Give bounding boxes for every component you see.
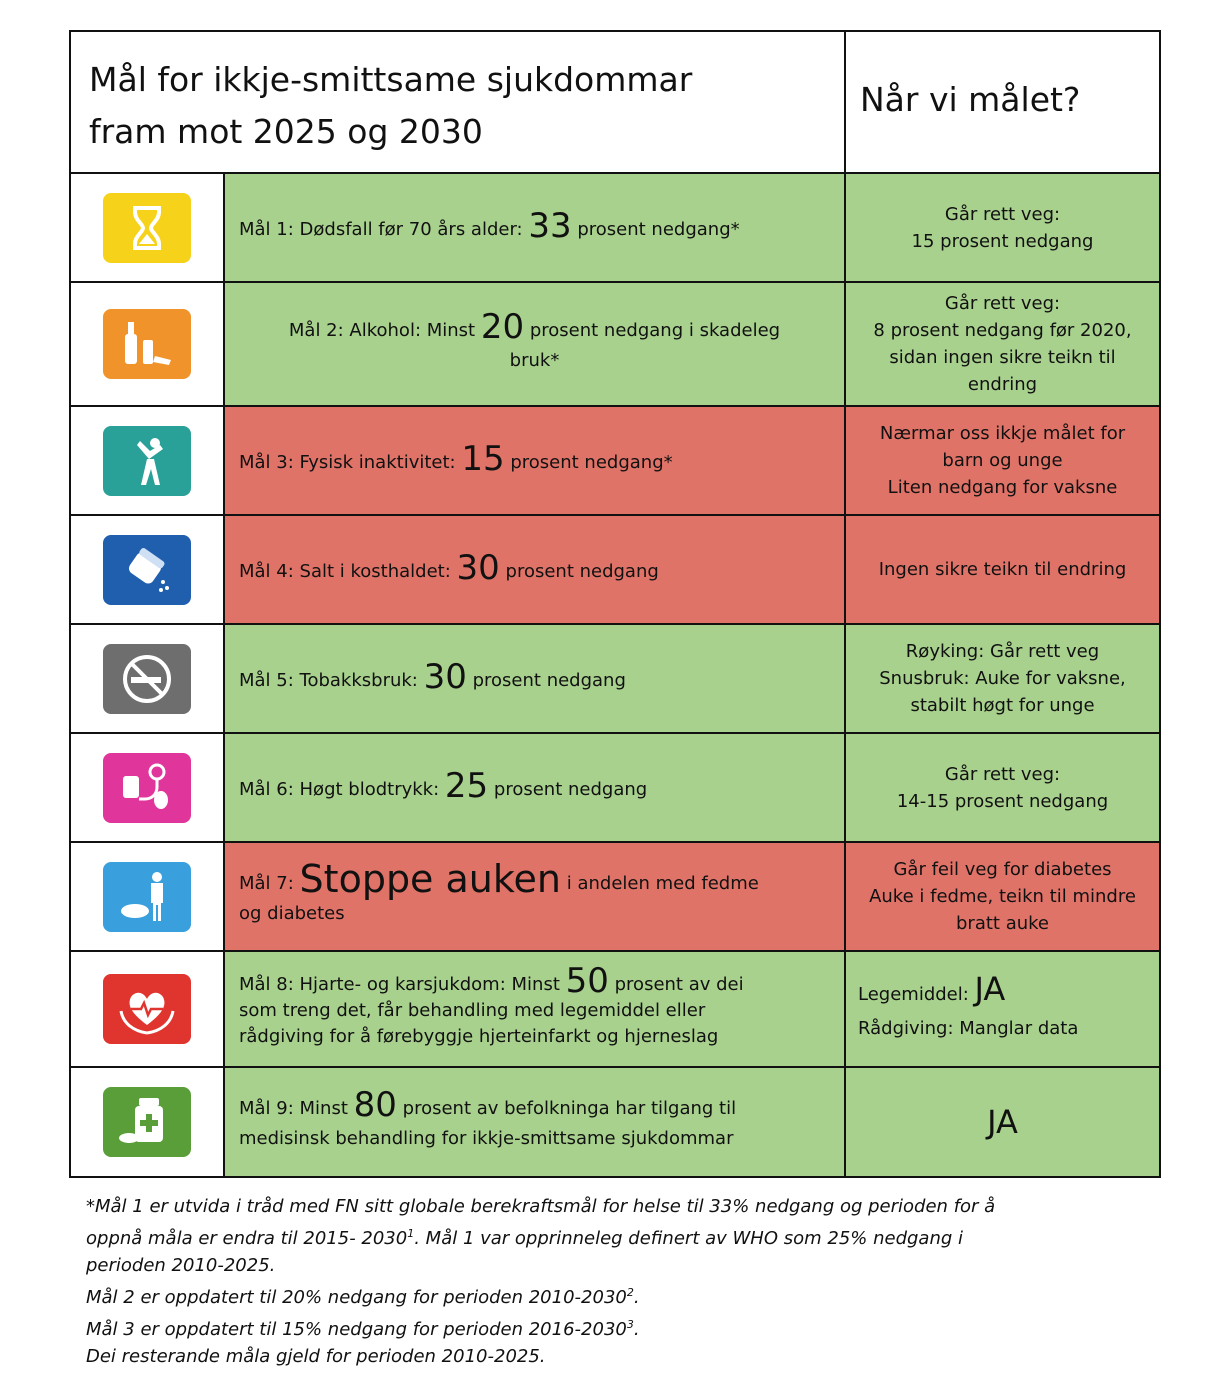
goal-row-5 (71, 625, 1159, 734)
goal-4-text: Mål 4: Salt i kosthaldet: 30 prosent nedgang (225, 516, 846, 623)
table-header (71, 32, 1159, 174)
table-title (71, 32, 846, 172)
blood-pressure-icon (103, 753, 191, 823)
goal-row-4 (71, 516, 1159, 625)
goal-row-6 (71, 734, 1159, 843)
medicine-icon (103, 1087, 191, 1157)
goal-9-status: JA (846, 1068, 1159, 1176)
goal-7-status: Går feil veg for diabetes Auke i fedme, teikn til mindre bratt auke (846, 843, 1159, 950)
footnote-line: Mål 2 er oppdatert til 20% nedgang for perioden 2010-2030$^2$. (86, 1286, 640, 1308)
goal-1-text: Mål 1: Dødsfall før 70 års alder: 33 prosent nedgang* (225, 174, 846, 281)
goal-row-9 (71, 1068, 1159, 1176)
goal-3-status: Nærmar oss ikkje målet for barn og unge Liten nedgang for vaksne (846, 407, 1159, 514)
goal-row-3 (71, 407, 1159, 516)
salt-shaker-icon (103, 535, 191, 605)
goal-6-status: Går rett veg: 14-15 prosent nedgang (846, 734, 1159, 841)
goal-1-status: Går rett veg: 15 prosent nedgang (846, 174, 1159, 281)
goals-table (69, 30, 1161, 1178)
footnotes (86, 1193, 1146, 1370)
goal-7-text: Mål 7: Stoppe auken i andelen med fedme og diabetes (225, 843, 846, 950)
footnote-line: perioden 2010-2025. (86, 1255, 276, 1276)
goal-8-text: Mål 8: Hjarte- og karsjukdom: Minst 50 prosent av dei som treng det, får behandling med legemiddel eller rådgiving for å førebyggje hjerteinfarkt og hjerneslag (225, 952, 846, 1066)
goal-9-text: Mål 9: Minst 80 prosent av befolkninga har tilgang til medisinsk behandling for ikkje-smittsame sjukdommar (225, 1068, 846, 1176)
goal-6-text: Mål 6: Høgt blodtrykk: 25 prosent nedgang (225, 734, 846, 841)
status-column-title: Når vi målet? (860, 80, 1081, 119)
goal-2-status: Går rett veg: 8 prosent nedgang før 2020, sidan ingen sikre teikn til endring (846, 283, 1159, 405)
heart-care-icon (103, 974, 191, 1044)
footnote-line: Dei resterande måla gjeld for perioden 2010-2025. (86, 1346, 546, 1367)
goal-4-status: Ingen sikre teikn til endring (846, 516, 1159, 623)
alcohol-icon (103, 309, 191, 379)
goal-row-8 (71, 952, 1159, 1068)
footnote-line: oppnå måla er endra til 2015- 2030$^1$. Mål 1 var opprinneleg definert av WHO som 25% nedgang i (86, 1227, 964, 1249)
goal-row-1 (71, 174, 1159, 283)
footnote-line: Mål 3 er oppdatert til 15% nedgang for perioden 2016-2030$^3$. (86, 1318, 640, 1340)
hourglass-icon (103, 193, 191, 263)
footnote-line: *Mål 1 er utvida i tråd med FN sitt globale berekraftsmål for helse til 33% nedgang og perioden for å (86, 1196, 996, 1217)
obesity-icon (103, 862, 191, 932)
goal-8-status: Legemiddel: JA Rådgiving: Manglar data (846, 952, 1159, 1066)
goal-row-2 (71, 283, 1159, 407)
goal-3-text: Mål 3: Fysisk inaktivitet: 15 prosent nedgang* (225, 407, 846, 514)
physical-activity-icon (103, 426, 191, 496)
title-line-1: Mål for ikkje-smittsame sjukdommar (89, 60, 693, 99)
goal-2-text: Mål 2: Alkohol: Minst 20 prosent nedgang i skadeleg bruk* (225, 283, 846, 405)
no-smoking-icon (103, 644, 191, 714)
goal-row-7 (71, 843, 1159, 952)
goal-5-status: Røyking: Går rett veg Snusbruk: Auke for vaksne, stabilt høgt for unge (846, 625, 1159, 732)
goal-5-text: Mål 5: Tobakksbruk: 30 prosent nedgang (225, 625, 846, 732)
title-line-2: fram mot 2025 og 2030 (89, 112, 483, 151)
